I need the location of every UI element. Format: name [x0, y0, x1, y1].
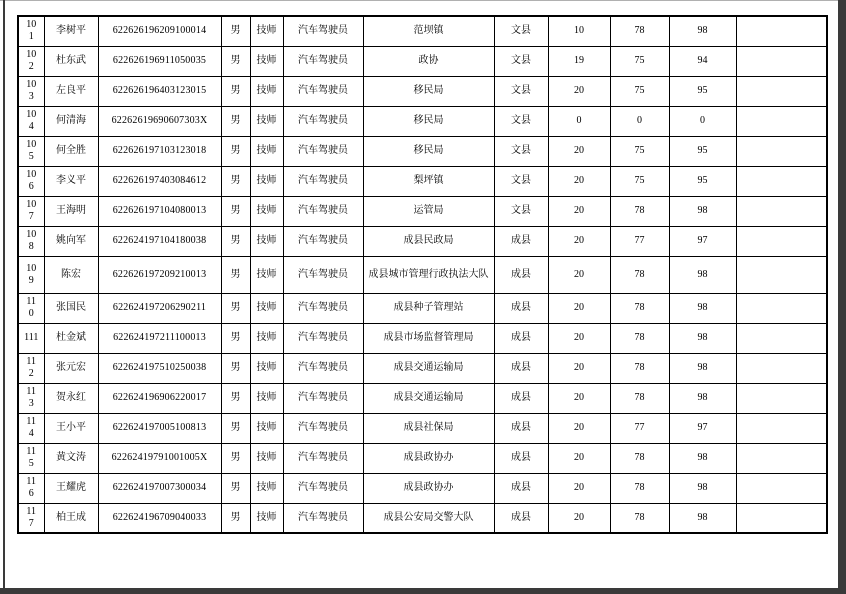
- cell-score-3: 98: [669, 196, 736, 226]
- cell-work-unit: 移民局: [363, 76, 494, 106]
- cell-occupation: 汽车驾驶员: [283, 46, 363, 76]
- cell-score-3: 0: [669, 106, 736, 136]
- cell-work-unit: 范坝镇: [363, 16, 494, 46]
- cell-score-3: 95: [669, 136, 736, 166]
- table-row: [18, 16, 827, 46]
- cell-title: 技师: [250, 226, 283, 256]
- cell-person-name: 王小平: [44, 413, 98, 443]
- cell-gender: 男: [221, 256, 250, 293]
- cell-id-number: 622624197005100813: [98, 413, 221, 443]
- cell-occupation: 汽车驾驶员: [283, 106, 363, 136]
- cell-county: 成县: [494, 473, 548, 503]
- cell-work-unit: 成县交通运输局: [363, 383, 494, 413]
- cell-id-number: 622624196709040033: [98, 503, 221, 533]
- cell-person-name: 贺永红: [44, 383, 98, 413]
- cell-title: 技师: [250, 46, 283, 76]
- cell-seq-number: 108: [18, 226, 44, 256]
- table-row: [18, 256, 827, 293]
- cell-county: 文县: [494, 196, 548, 226]
- cell-remark: [736, 383, 827, 413]
- cell-id-number: 622624197206290211: [98, 293, 221, 323]
- cell-score-2: 78: [610, 353, 669, 383]
- table-row: [18, 353, 827, 383]
- cell-occupation: 汽车驾驶员: [283, 16, 363, 46]
- cell-score-1: 20: [548, 166, 610, 196]
- cell-county: 文县: [494, 106, 548, 136]
- cell-score-2: 75: [610, 166, 669, 196]
- cell-score-1: 0: [548, 106, 610, 136]
- cell-person-name: 杜金斌: [44, 323, 98, 353]
- cell-score-1: 20: [548, 473, 610, 503]
- cell-remark: [736, 226, 827, 256]
- cell-seq-number: 110: [18, 293, 44, 323]
- cell-remark: [736, 413, 827, 443]
- cell-gender: 男: [221, 293, 250, 323]
- cell-seq-number: 107: [18, 196, 44, 226]
- cell-person-name: 陈宏: [44, 256, 98, 293]
- cell-work-unit: 成县种子管理站: [363, 293, 494, 323]
- cell-seq-number: 112: [18, 353, 44, 383]
- cell-score-1: 20: [548, 443, 610, 473]
- cell-seq-number: 115: [18, 443, 44, 473]
- cell-occupation: 汽车驾驶员: [283, 353, 363, 383]
- cell-seq-number: 101: [18, 16, 44, 46]
- cell-person-name: 王海明: [44, 196, 98, 226]
- cell-seq-number: 117: [18, 503, 44, 533]
- cell-person-name: 何全胜: [44, 136, 98, 166]
- cell-gender: 男: [221, 323, 250, 353]
- table-row: [18, 46, 827, 76]
- cell-id-number: 622626197104080013: [98, 196, 221, 226]
- cell-county: 成县: [494, 383, 548, 413]
- cell-remark: [736, 166, 827, 196]
- cell-id-number: 622624197510250038: [98, 353, 221, 383]
- cell-person-name: 李树平: [44, 16, 98, 46]
- cell-gender: 男: [221, 136, 250, 166]
- cell-score-3: 94: [669, 46, 736, 76]
- cell-score-1: 20: [548, 196, 610, 226]
- cell-work-unit: 成县政协办: [363, 443, 494, 473]
- cell-occupation: 汽车驾驶员: [283, 256, 363, 293]
- cell-score-3: 98: [669, 503, 736, 533]
- cell-score-2: 78: [610, 256, 669, 293]
- cell-seq-number: 109: [18, 256, 44, 293]
- cell-id-number: 622624197211100013: [98, 323, 221, 353]
- cell-work-unit: 成县交通运输局: [363, 353, 494, 383]
- cell-remark: [736, 46, 827, 76]
- cell-id-number: 622626196403123015: [98, 76, 221, 106]
- page-border-right: [838, 0, 846, 594]
- cell-gender: 男: [221, 353, 250, 383]
- cell-gender: 男: [221, 383, 250, 413]
- cell-gender: 男: [221, 443, 250, 473]
- cell-title: 技师: [250, 136, 283, 166]
- cell-occupation: 汽车驾驶员: [283, 503, 363, 533]
- cell-person-name: 姚向军: [44, 226, 98, 256]
- cell-occupation: 汽车驾驶员: [283, 413, 363, 443]
- cell-gender: 男: [221, 473, 250, 503]
- cell-seq-number: 113: [18, 383, 44, 413]
- cell-occupation: 汽车驾驶员: [283, 323, 363, 353]
- cell-gender: 男: [221, 46, 250, 76]
- table-row: [18, 76, 827, 106]
- cell-score-3: 98: [669, 16, 736, 46]
- cell-county: 文县: [494, 16, 548, 46]
- cell-seq-number: 116: [18, 473, 44, 503]
- cell-gender: 男: [221, 196, 250, 226]
- cell-id-number: 622626197403084612: [98, 166, 221, 196]
- cell-work-unit: 成县城市管理行政执法大队: [363, 256, 494, 293]
- table-row: [18, 503, 827, 533]
- cell-person-name: 何清海: [44, 106, 98, 136]
- page-border-top: [0, 0, 846, 1]
- cell-seq-number: 114: [18, 413, 44, 443]
- cell-gender: 男: [221, 76, 250, 106]
- cell-score-2: 78: [610, 323, 669, 353]
- cell-score-3: 98: [669, 473, 736, 503]
- cell-id-number: 622626197103123018: [98, 136, 221, 166]
- table-row: [18, 473, 827, 503]
- cell-id-number: 622624196906220017: [98, 383, 221, 413]
- cell-gender: 男: [221, 503, 250, 533]
- table-row: [18, 136, 827, 166]
- cell-work-unit: 移民局: [363, 136, 494, 166]
- table-body: [18, 16, 827, 533]
- cell-remark: [736, 293, 827, 323]
- cell-title: 技师: [250, 323, 283, 353]
- cell-score-3: 98: [669, 383, 736, 413]
- cell-seq-number: 105: [18, 136, 44, 166]
- cell-score-2: 77: [610, 226, 669, 256]
- cell-county: 成县: [494, 323, 548, 353]
- cell-score-2: 75: [610, 76, 669, 106]
- cell-score-2: 75: [610, 46, 669, 76]
- cell-occupation: 汽车驾驶员: [283, 293, 363, 323]
- cell-work-unit: 成县民政局: [363, 226, 494, 256]
- cell-county: 文县: [494, 76, 548, 106]
- cell-remark: [736, 323, 827, 353]
- cell-score-3: 97: [669, 226, 736, 256]
- table-row: [18, 196, 827, 226]
- cell-county: 成县: [494, 256, 548, 293]
- cell-score-1: 20: [548, 226, 610, 256]
- cell-score-3: 98: [669, 353, 736, 383]
- cell-person-name: 黄文涛: [44, 443, 98, 473]
- cell-title: 技师: [250, 473, 283, 503]
- page-border-left: [3, 0, 5, 591]
- cell-id-number: 622626197209210013: [98, 256, 221, 293]
- cell-remark: [736, 106, 827, 136]
- table-row: [18, 413, 827, 443]
- cell-county: 成县: [494, 443, 548, 473]
- cell-remark: [736, 353, 827, 383]
- cell-remark: [736, 443, 827, 473]
- cell-score-2: 0: [610, 106, 669, 136]
- cell-score-1: 20: [548, 256, 610, 293]
- cell-score-1: 20: [548, 503, 610, 533]
- table-row: [18, 293, 827, 323]
- cell-id-number: 622626196911050035: [98, 46, 221, 76]
- cell-score-1: 19: [548, 46, 610, 76]
- cell-title: 技师: [250, 413, 283, 443]
- page-border-bottom: [0, 588, 846, 594]
- cell-work-unit: 运管局: [363, 196, 494, 226]
- cell-occupation: 汽车驾驶员: [283, 196, 363, 226]
- cell-title: 技师: [250, 503, 283, 533]
- cell-remark: [736, 16, 827, 46]
- cell-seq-number: 103: [18, 76, 44, 106]
- cell-work-unit: 政协: [363, 46, 494, 76]
- roster-table: [17, 15, 828, 534]
- cell-occupation: 汽车驾驶员: [283, 76, 363, 106]
- cell-seq-number: 102: [18, 46, 44, 76]
- cell-score-2: 78: [610, 443, 669, 473]
- cell-score-2: 78: [610, 16, 669, 46]
- table-row: [18, 166, 827, 196]
- cell-county: 成县: [494, 293, 548, 323]
- cell-score-3: 95: [669, 76, 736, 106]
- cell-title: 技师: [250, 293, 283, 323]
- cell-person-name: 张元宏: [44, 353, 98, 383]
- cell-title: 技师: [250, 76, 283, 106]
- cell-score-2: 77: [610, 413, 669, 443]
- cell-score-1: 20: [548, 76, 610, 106]
- cell-person-name: 柏王成: [44, 503, 98, 533]
- cell-county: 文县: [494, 46, 548, 76]
- table-row: [18, 226, 827, 256]
- cell-person-name: 左良平: [44, 76, 98, 106]
- cell-id-number: 622624197104180038: [98, 226, 221, 256]
- cell-score-3: 98: [669, 443, 736, 473]
- cell-remark: [736, 503, 827, 533]
- cell-score-1: 20: [548, 293, 610, 323]
- cell-seq-number: 111: [18, 323, 44, 353]
- cell-score-1: 20: [548, 383, 610, 413]
- cell-occupation: 汽车驾驶员: [283, 383, 363, 413]
- cell-county: 成县: [494, 226, 548, 256]
- table-row: [18, 443, 827, 473]
- cell-score-3: 98: [669, 293, 736, 323]
- cell-score-3: 95: [669, 166, 736, 196]
- cell-work-unit: 成县政协办: [363, 473, 494, 503]
- cell-gender: 男: [221, 106, 250, 136]
- cell-person-name: 杜东武: [44, 46, 98, 76]
- cell-occupation: 汽车驾驶员: [283, 136, 363, 166]
- cell-person-name: 李义平: [44, 166, 98, 196]
- cell-title: 技师: [250, 443, 283, 473]
- cell-score-1: 20: [548, 353, 610, 383]
- cell-person-name: 张国民: [44, 293, 98, 323]
- cell-gender: 男: [221, 413, 250, 443]
- cell-gender: 男: [221, 226, 250, 256]
- cell-work-unit: 成县社保局: [363, 413, 494, 443]
- cell-remark: [736, 256, 827, 293]
- cell-remark: [736, 196, 827, 226]
- cell-score-2: 75: [610, 136, 669, 166]
- cell-title: 技师: [250, 196, 283, 226]
- cell-occupation: 汽车驾驶员: [283, 473, 363, 503]
- cell-score-3: 98: [669, 256, 736, 293]
- cell-score-3: 97: [669, 413, 736, 443]
- cell-title: 技师: [250, 166, 283, 196]
- cell-work-unit: 梨坪镇: [363, 166, 494, 196]
- cell-score-1: 20: [548, 413, 610, 443]
- cell-county: 成县: [494, 503, 548, 533]
- cell-county: 文县: [494, 166, 548, 196]
- cell-remark: [736, 76, 827, 106]
- cell-title: 技师: [250, 16, 283, 46]
- table-row: [18, 323, 827, 353]
- cell-work-unit: 成县公安局交警大队: [363, 503, 494, 533]
- cell-id-number: 62262419791001005X: [98, 443, 221, 473]
- table-row: [18, 106, 827, 136]
- cell-id-number: 622624197007300034: [98, 473, 221, 503]
- table-row: [18, 383, 827, 413]
- cell-seq-number: 106: [18, 166, 44, 196]
- cell-score-2: 78: [610, 503, 669, 533]
- cell-id-number: 622626196209100014: [98, 16, 221, 46]
- cell-score-2: 78: [610, 293, 669, 323]
- cell-score-2: 78: [610, 383, 669, 413]
- cell-gender: 男: [221, 16, 250, 46]
- cell-title: 技师: [250, 106, 283, 136]
- cell-score-2: 78: [610, 196, 669, 226]
- cell-work-unit: 成县市场监督管理局: [363, 323, 494, 353]
- cell-title: 技师: [250, 383, 283, 413]
- cell-score-1: 20: [548, 136, 610, 166]
- cell-score-3: 98: [669, 323, 736, 353]
- cell-occupation: 汽车驾驶员: [283, 166, 363, 196]
- cell-id-number: 62262619690607303X: [98, 106, 221, 136]
- cell-county: 成县: [494, 353, 548, 383]
- cell-gender: 男: [221, 166, 250, 196]
- cell-seq-number: 104: [18, 106, 44, 136]
- cell-title: 技师: [250, 256, 283, 293]
- cell-score-1: 10: [548, 16, 610, 46]
- cell-score-2: 78: [610, 473, 669, 503]
- cell-score-1: 20: [548, 323, 610, 353]
- cell-work-unit: 移民局: [363, 106, 494, 136]
- cell-occupation: 汽车驾驶员: [283, 443, 363, 473]
- cell-occupation: 汽车驾驶员: [283, 226, 363, 256]
- cell-county: 成县: [494, 413, 548, 443]
- cell-remark: [736, 136, 827, 166]
- cell-person-name: 王耀虎: [44, 473, 98, 503]
- cell-county: 文县: [494, 136, 548, 166]
- cell-title: 技师: [250, 353, 283, 383]
- cell-remark: [736, 473, 827, 503]
